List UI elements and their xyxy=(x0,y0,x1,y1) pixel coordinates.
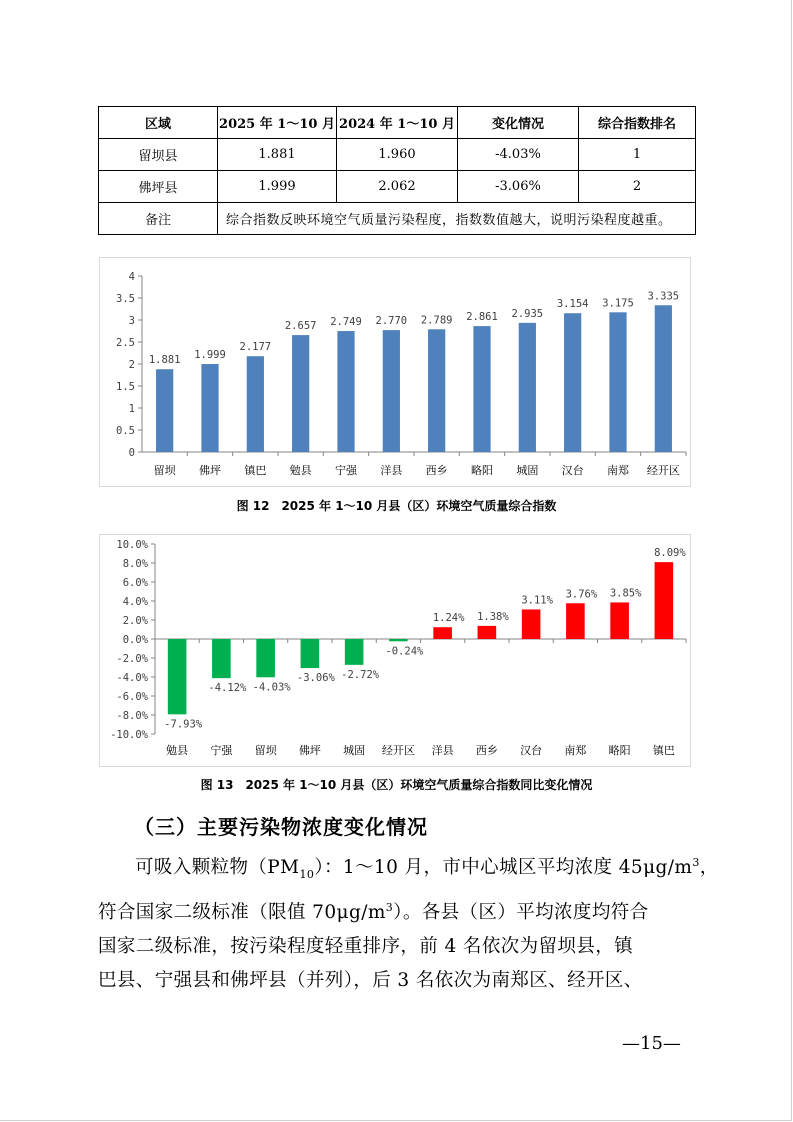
data-label: 2.861 xyxy=(466,311,498,324)
category-label: 镇巴 xyxy=(244,464,267,477)
table-cell: -3.06% xyxy=(458,171,579,203)
data-label: 8.09% xyxy=(654,547,686,560)
comparison-table xyxy=(98,106,696,235)
data-label: -3.06% xyxy=(296,672,335,685)
data-label: -4.03% xyxy=(252,681,291,694)
y-tick-label: -8.0% xyxy=(116,710,148,722)
category-label: 城固 xyxy=(516,464,539,477)
table-cell: 1.960 xyxy=(337,139,458,171)
category-label: 南郑 xyxy=(564,744,587,757)
category-label: 经开区 xyxy=(646,464,680,477)
y-tick-label: 0 xyxy=(128,447,135,459)
y-tick-label: -10.0% xyxy=(110,729,148,741)
category-label: 洋县 xyxy=(380,464,403,477)
bar xyxy=(168,639,187,714)
bar xyxy=(301,639,320,668)
table-cell: 2 xyxy=(579,171,696,203)
y-tick-label: 4.0% xyxy=(122,596,148,608)
chart-yoy-change-svg xyxy=(100,535,690,766)
figure-13-caption: 图 13 2025 年 1～10 月县（区）环境空气质量综合指数同比变化情况 xyxy=(200,778,593,792)
category-label: 宁强 xyxy=(335,464,357,477)
data-label: 2.789 xyxy=(420,314,453,327)
chart-yoy-change xyxy=(99,534,691,767)
y-tick-label: 2.0% xyxy=(122,615,148,627)
y-tick-label: 4 xyxy=(128,271,135,283)
bar xyxy=(428,329,445,452)
data-label: 3.335 xyxy=(647,290,680,303)
data-label: 3.85% xyxy=(609,587,642,600)
bar xyxy=(433,627,452,639)
category-label: 汉台 xyxy=(520,744,543,757)
header-change: 变化情况 xyxy=(458,107,579,139)
data-label: 1.24% xyxy=(432,612,465,625)
paragraph-line xyxy=(98,891,698,930)
category-label: 南郑 xyxy=(607,464,629,477)
note-label: 备注 xyxy=(99,203,218,235)
paragraph-line: 巴县、宁强县和佛坪县（并列），后 3 名依次为南郑区、经开区、 xyxy=(98,969,643,991)
bar xyxy=(655,305,672,452)
category-label: 洋县 xyxy=(431,744,454,757)
category-label: 城固 xyxy=(343,744,366,757)
y-tick-label: 1 xyxy=(128,403,135,415)
bar xyxy=(655,562,674,639)
body-paragraph xyxy=(98,846,719,997)
y-tick-label: 8.0% xyxy=(122,558,148,570)
bar xyxy=(473,326,490,452)
table-cell: 1.881 xyxy=(218,139,337,171)
y-tick-label: 1.5 xyxy=(116,381,135,393)
text-span: 符合国家二级标准（限值 70μg/m xyxy=(98,902,386,924)
category-label: 留坝 xyxy=(254,744,277,757)
data-label: 1.999 xyxy=(194,349,226,362)
category-label: 勉县 xyxy=(166,744,189,757)
y-tick-label: 2.5 xyxy=(116,337,135,349)
superscript: 3 xyxy=(692,856,700,869)
y-tick-label: 0.0% xyxy=(122,634,148,646)
bar xyxy=(256,639,275,677)
subscript: 10 xyxy=(299,867,315,881)
data-label: 2.935 xyxy=(511,307,544,320)
paragraph-line xyxy=(98,846,719,891)
header-region: 区域 xyxy=(99,107,218,139)
data-label: 3.154 xyxy=(556,298,589,311)
page-number: —15— xyxy=(622,1033,681,1054)
bar xyxy=(345,639,364,665)
table-cell: -4.03% xyxy=(458,139,579,171)
data-label: 2.177 xyxy=(239,341,272,354)
y-tick-label: 6.0% xyxy=(122,577,148,589)
table-cell: 留坝县 xyxy=(99,139,218,171)
category-label: 略阳 xyxy=(471,464,493,477)
bar xyxy=(389,639,408,641)
section-heading: （三）主要污染物浓度变化情况 xyxy=(134,815,428,839)
bar xyxy=(566,603,585,639)
category-label: 西乡 xyxy=(425,464,448,477)
data-label: 2.770 xyxy=(375,315,408,328)
data-label: -7.93% xyxy=(164,718,203,731)
table-cell: 1 xyxy=(579,139,696,171)
data-label: 3.11% xyxy=(521,594,553,607)
table-row xyxy=(99,171,696,203)
bar xyxy=(478,626,497,639)
data-label: -0.24% xyxy=(385,645,424,658)
table-cell: 佛坪县 xyxy=(99,171,218,203)
bar xyxy=(212,639,231,678)
y-tick-label: 3.5 xyxy=(116,293,135,305)
y-tick-label: 3 xyxy=(128,315,135,327)
figure-12-caption: 图 12 2025 年 1～10 月县（区）环境空气质量综合指数 xyxy=(236,499,557,513)
header-rank: 综合指数排名 xyxy=(579,107,696,139)
bar xyxy=(292,335,309,452)
note-text: 综合指数反映环境空气质量污染程度，指数数值越大，说明污染程度越重。 xyxy=(218,203,696,235)
data-label: 2.749 xyxy=(330,316,362,329)
y-tick-label: -4.0% xyxy=(116,672,148,684)
y-tick-label: -2.0% xyxy=(116,653,148,665)
category-label: 汉台 xyxy=(561,464,584,477)
table-row xyxy=(99,139,696,171)
header-2025: 2025 年 1～10 月 xyxy=(218,107,337,139)
y-tick-label: 0.5 xyxy=(116,425,135,437)
y-tick-label: 10.0% xyxy=(116,539,148,551)
bar xyxy=(383,330,400,452)
data-label: 1.881 xyxy=(148,354,181,367)
data-label: 3.175 xyxy=(602,297,634,310)
table-cell: 1.999 xyxy=(218,171,337,203)
bar xyxy=(201,364,218,452)
table-cell: 2.062 xyxy=(337,171,458,203)
bar xyxy=(610,602,629,639)
bar xyxy=(156,369,173,452)
bar xyxy=(247,356,264,452)
table-note-row xyxy=(99,203,696,235)
category-label: 勉县 xyxy=(289,464,312,477)
chart-composite-index xyxy=(99,257,691,487)
superscript: 3 xyxy=(385,901,394,915)
category-label: 略阳 xyxy=(608,744,631,757)
text-span: 可吸入颗粒物（PM xyxy=(135,857,300,879)
data-label: 1.38% xyxy=(477,610,509,623)
text-span: ）：1～10 月，市中心城区平均浓度 45μg/m xyxy=(314,857,693,879)
paragraph-line: 国家二级标准，按污染程度轻重排序，前 4 名依次为留坝县，镇 xyxy=(98,936,634,957)
text-span: ， xyxy=(699,857,719,879)
bar xyxy=(337,331,354,452)
category-label: 佛坪 xyxy=(298,744,321,757)
bar xyxy=(522,609,541,639)
category-label: 留坝 xyxy=(153,464,176,477)
category-label: 经开区 xyxy=(381,744,415,757)
bar xyxy=(564,313,581,452)
data-label: 2.657 xyxy=(284,320,317,333)
data-label: -2.72% xyxy=(341,668,380,681)
text-span: ）。各县（区）平均浓度均符合 xyxy=(393,902,649,924)
data-label: 3.76% xyxy=(565,588,598,601)
bar xyxy=(609,312,626,452)
category-label: 镇巴 xyxy=(652,744,675,757)
data-label: -4.12% xyxy=(208,682,247,695)
category-label: 西乡 xyxy=(475,744,498,757)
chart-composite-index-svg xyxy=(100,258,690,486)
category-label: 宁强 xyxy=(210,744,233,757)
y-tick-label: 2 xyxy=(128,359,135,371)
bar xyxy=(519,323,536,452)
table-header-row xyxy=(99,107,696,139)
y-tick-label: -6.0% xyxy=(116,691,148,703)
header-2024: 2024 年 1～10 月 xyxy=(337,107,458,139)
category-label: 佛坪 xyxy=(199,464,221,477)
